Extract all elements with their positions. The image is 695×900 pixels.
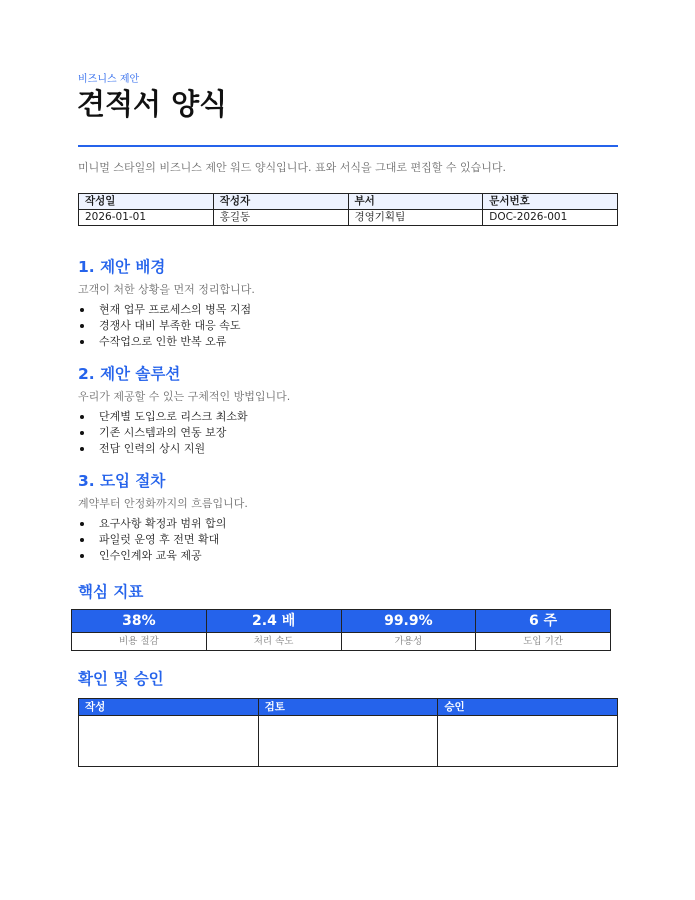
approval-section-title: 확인 및 승인 (78, 670, 164, 688)
approval-sign-row (79, 716, 618, 767)
section-title: 2. 제안 솔루션 (78, 365, 181, 383)
kpi-value-speed: 2.4 배 (206, 610, 341, 633)
info-header-date: 작성일 (79, 194, 214, 210)
list-item: 기존 시스템과의 연동 보장 (78, 425, 618, 441)
approval-header-approve: 승인 (438, 699, 618, 716)
document-info-table (78, 193, 618, 226)
review-signature-field[interactable] (258, 716, 438, 767)
kpi-label-row (72, 633, 611, 651)
approval-header-author: 작성 (79, 699, 259, 716)
section-description: 우리가 제공할 수 있는 구체적인 방법입니다. (78, 390, 291, 403)
author-signature-field[interactable] (79, 716, 259, 767)
bullet-list (78, 516, 618, 564)
kpi-value-row (72, 610, 611, 633)
info-value-date: 2026-01-01 (79, 210, 214, 226)
list-item: 경쟁사 대비 부족한 대응 속도 (78, 318, 618, 334)
section-process (78, 471, 618, 564)
kpi-value-availability: 99.9% (341, 610, 476, 633)
document-intro: 미니멀 스타일의 비즈니스 제안 워드 양식입니다. 표와 서식을 그대로 편집할 수 있습니다. (78, 161, 506, 174)
info-header-row (79, 194, 618, 210)
list-item: 전담 인력의 상시 지원 (78, 441, 618, 457)
title-divider (78, 145, 618, 147)
approve-signature-field[interactable] (438, 716, 618, 767)
bullet-list (78, 302, 618, 350)
section-title: 1. 제안 배경 (78, 258, 166, 276)
approval-table (78, 698, 618, 767)
info-value-author: 홍길동 (213, 210, 348, 226)
list-item: 단계별 도입으로 리스크 최소화 (78, 409, 618, 425)
bullet-list (78, 409, 618, 457)
kpi-label-availability: 가용성 (341, 633, 476, 651)
section-description: 계약부터 안정화까지의 흐름입니다. (78, 497, 248, 510)
document-title: 견적서 양식 (77, 87, 228, 121)
kpi-table (71, 609, 611, 651)
info-header-department: 부서 (348, 194, 483, 210)
approval-header-row (79, 699, 618, 716)
approval-header-review: 검토 (258, 699, 438, 716)
kpi-label-speed: 처리 속도 (206, 633, 341, 651)
list-item: 현재 업무 프로세스의 병목 지점 (78, 302, 618, 318)
kpi-label-cost: 비용 절감 (72, 633, 207, 651)
kpi-value-cost: 38% (72, 610, 207, 633)
info-value-department: 경영기획팀 (348, 210, 483, 226)
kpi-section-title: 핵심 지표 (78, 583, 144, 601)
section-background (78, 257, 618, 350)
info-header-doc-number: 문서번호 (483, 194, 618, 210)
section-solution (78, 364, 618, 457)
kpi-value-duration: 6 주 (476, 610, 611, 633)
section-description: 고객이 처한 상황을 먼저 정리합니다. (78, 283, 255, 296)
document-category: 비즈니스 제안 (78, 74, 140, 85)
list-item: 인수인계와 교육 제공 (78, 548, 618, 564)
info-value-doc-number: DOC-2026-001 (483, 210, 618, 226)
list-item: 파일럿 운영 후 전면 확대 (78, 532, 618, 548)
section-title: 3. 도입 절차 (78, 472, 166, 490)
info-value-row (79, 210, 618, 226)
list-item: 수작업으로 인한 반복 오류 (78, 334, 618, 350)
list-item: 요구사항 확정과 범위 합의 (78, 516, 618, 532)
info-header-author: 작성자 (213, 194, 348, 210)
kpi-label-duration: 도입 기간 (476, 633, 611, 651)
